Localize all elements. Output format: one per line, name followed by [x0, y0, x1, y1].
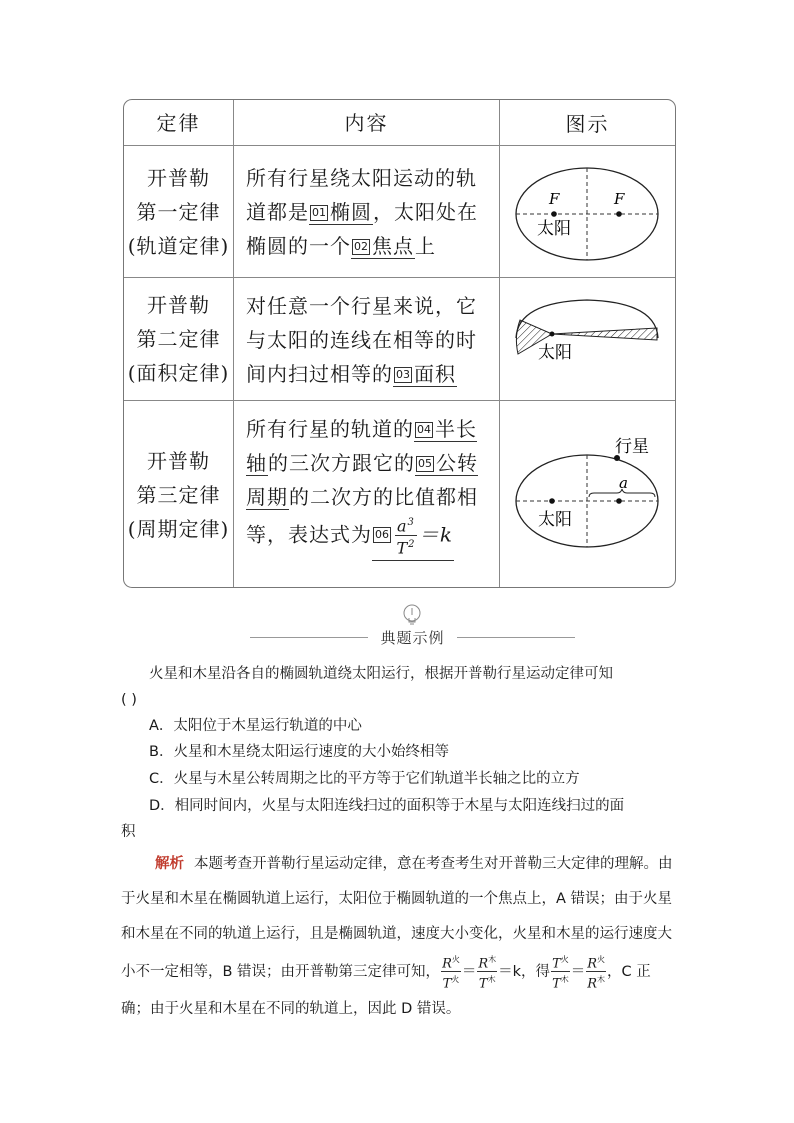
section-title: 典题示例 — [380, 629, 445, 647]
question-stem: 火星和木星沿各自的椭圆轨道绕太阳运行，根据开普勒行星运动定律可知 — [149, 666, 613, 682]
law-name — [124, 401, 234, 588]
law-content: 所有行星绕太阳运动的轨道都是 01 椭圆，太阳处在椭圆的一个 02 焦点上 — [234, 146, 500, 277]
ellipse-foci-diagram — [500, 146, 675, 277]
law-name-line: 开普勒 — [147, 449, 210, 473]
formula-fraction: $R^火$ $T^火$ — [441, 952, 461, 992]
question-answer-paren: ( ) — [121, 692, 137, 708]
banner-line-right — [457, 637, 575, 638]
sun-label: 太阳 — [537, 219, 571, 239]
table-header-row — [124, 100, 675, 146]
header-diagram: 图示 — [565, 112, 610, 136]
focus-label: F — [549, 190, 560, 208]
option-d-cont: 积 — [121, 824, 136, 840]
table-row — [124, 146, 675, 278]
law-name-line: 开普勒 — [147, 165, 210, 190]
sun-point — [549, 498, 555, 504]
formula-fraction: $T^火$ $T^木$ — [551, 952, 570, 992]
law-name-line: 第一定律 — [136, 199, 221, 224]
focus-label: F — [614, 190, 625, 208]
semi-major-axis-diagram — [500, 401, 675, 588]
law-content: 所有行星的轨道的 04 半长轴的三次方跟它的 05 公转周期的二次方的比值都相等，表达式为 06 $\frac{a^3}{T^2}$ ＝k — [234, 401, 500, 588]
sun-label: 太阳 — [538, 343, 572, 363]
law-content: 对任意一个行星来说，它与太阳的连线在相等的时间内扫过相等的 03 面积 — [234, 278, 500, 400]
section-banner — [250, 603, 575, 653]
header-content: 内容 — [234, 100, 500, 145]
focus-point — [616, 498, 622, 504]
law-name-line: 开普勒 — [147, 293, 210, 317]
sun-label: 太阳 — [538, 510, 572, 530]
formula-blank: 06 $\frac{a^3}{T^2}$ ＝k — [372, 514, 454, 561]
formula-fraction: $R^木$ $T^木$ — [477, 952, 497, 992]
fill-blank: 03 面积 — [393, 362, 457, 387]
law-name-line: (面积定律) — [127, 361, 230, 385]
equal-area-diagram — [500, 278, 675, 400]
law-name — [124, 278, 234, 400]
table-row — [124, 278, 675, 401]
sun-point — [550, 332, 555, 337]
planet-label: 行星 — [615, 437, 649, 457]
option-a: A．太阳位于木星运行轨道的中心 — [149, 718, 362, 734]
analysis-tag: 解析 — [155, 856, 184, 872]
law-name — [124, 146, 234, 277]
header-law: 定律 — [124, 100, 234, 145]
law-name-line: 第三定律 — [136, 483, 221, 507]
table-row — [124, 401, 675, 588]
formula-fraction: $R^火$ $R^木$ — [586, 952, 606, 992]
fill-blank: 05 公转周期 — [246, 451, 478, 509]
option-b: B．火星和木星绕太阳运行速度的大小始终相等 — [149, 744, 449, 760]
focus-point — [616, 211, 622, 217]
kepler-third-law-fraction: $\frac{a^3}{T^2}$ — [395, 514, 417, 558]
fill-blank: 01 椭圆 — [309, 200, 373, 225]
fill-blank: 04 半长轴 — [246, 417, 477, 475]
fill-blank: 02 焦点 — [351, 234, 415, 259]
kepler-laws-table — [123, 99, 676, 588]
option-c: C．火星与木星公转周期之比的平方等于它们轨道半长轴之比的立方 — [149, 771, 580, 787]
option-d: D．相同时间内，火星与太阳连线扫过的面积等于木星与太阳连线扫过的面 — [149, 798, 625, 814]
analysis-paragraph: 解析 本题考查开普勒行星运动定律，意在考查考生对开普勒三大定律的理解。由于火星和木星在椭圆轨道上运行，太阳位于椭圆轨道的一个焦点上，A 错误；由于火星和木星在不同的轨道上运行，且是椭圆轨道，速度大小变化，火星和木星的运行速度大小不一定相等，B 错误；由开普勒第三定律可知， $R^火$ $T^火$ ＝ $R^木$ $T^木$ ＝k，得 $T^火$ $T^木$ ＝ $R^火$ $R^木$ ，C 正确；由于火星和木星在不同的轨道上，因此 D 错误。 — [121, 856, 673, 1017]
axis-label: a — [619, 474, 628, 492]
focus-point — [551, 211, 557, 217]
law-name-line: (轨道定律) — [127, 233, 230, 258]
law-name-line: 第二定律 — [136, 327, 221, 351]
law-name-line: (周期定律) — [127, 517, 230, 541]
